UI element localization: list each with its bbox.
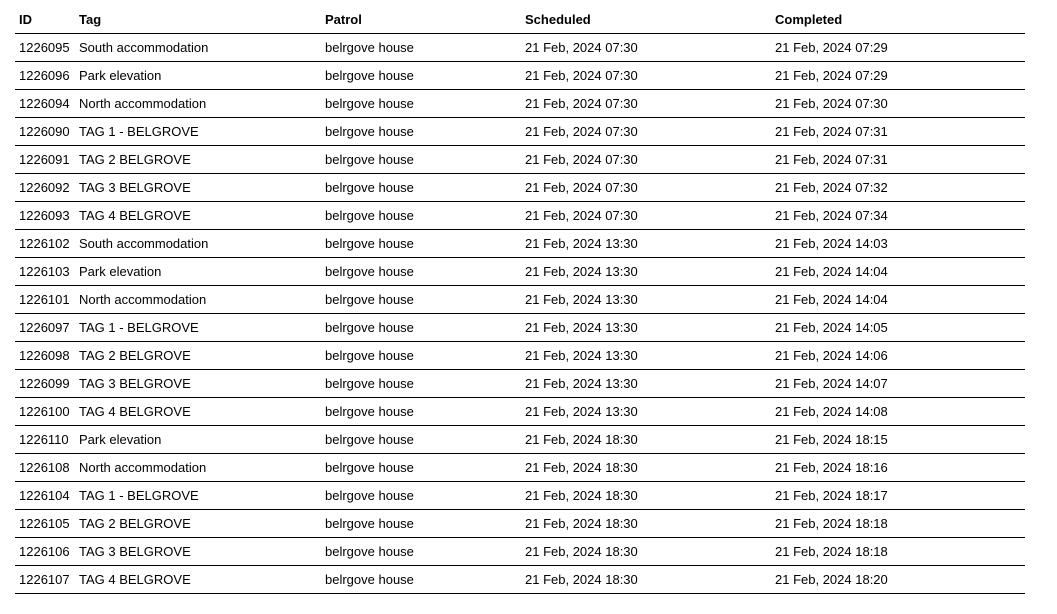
cell-scheduled: 21 Feb, 2024 07:30 <box>525 146 775 174</box>
cell-scheduled: 21 Feb, 2024 07:30 <box>525 118 775 146</box>
cell-id: 1226099 <box>15 370 75 398</box>
cell-tag: South accommodation <box>75 34 325 62</box>
cell-scheduled: 21 Feb, 2024 07:30 <box>525 202 775 230</box>
cell-patrol: belrgove house <box>325 90 525 118</box>
cell-scheduled: 21 Feb, 2024 07:30 <box>525 62 775 90</box>
cell-tag: Park elevation <box>75 258 325 286</box>
cell-tag: TAG 4 BELGROVE <box>75 398 325 426</box>
cell-patrol: belrgove house <box>325 34 525 62</box>
cell-tag: North accommodation <box>75 454 325 482</box>
cell-tag: TAG 1 - BELGROVE <box>75 118 325 146</box>
cell-id: 1226097 <box>15 314 75 342</box>
cell-id: 1226091 <box>15 146 75 174</box>
cell-id: 1226108 <box>15 454 75 482</box>
table-row <box>15 482 1025 510</box>
cell-completed: 21 Feb, 2024 07:32 <box>775 174 1025 202</box>
cell-patrol: belrgove house <box>325 538 525 566</box>
cell-tag: TAG 4 BELGROVE <box>75 566 325 594</box>
table-row <box>15 314 1025 342</box>
cell-patrol: belrgove house <box>325 174 525 202</box>
table-row <box>15 566 1025 594</box>
cell-id: 1226092 <box>15 174 75 202</box>
cell-completed: 21 Feb, 2024 18:18 <box>775 538 1025 566</box>
cell-patrol: belrgove house <box>325 118 525 146</box>
cell-completed: 21 Feb, 2024 14:03 <box>775 230 1025 258</box>
cell-id: 1226104 <box>15 482 75 510</box>
cell-patrol: belrgove house <box>325 146 525 174</box>
cell-id: 1226110 <box>15 426 75 454</box>
table-row <box>15 62 1025 90</box>
table-row <box>15 90 1025 118</box>
cell-patrol: belrgove house <box>325 342 525 370</box>
cell-id: 1226094 <box>15 90 75 118</box>
cell-patrol: belrgove house <box>325 510 525 538</box>
cell-tag: TAG 3 BELGROVE <box>75 370 325 398</box>
cell-completed: 21 Feb, 2024 07:31 <box>775 118 1025 146</box>
cell-scheduled: 21 Feb, 2024 18:30 <box>525 426 775 454</box>
cell-scheduled: 21 Feb, 2024 18:30 <box>525 538 775 566</box>
cell-id: 1226090 <box>15 118 75 146</box>
cell-scheduled: 21 Feb, 2024 18:30 <box>525 454 775 482</box>
table-row <box>15 34 1025 62</box>
cell-tag: TAG 2 BELGROVE <box>75 510 325 538</box>
cell-patrol: belrgove house <box>325 202 525 230</box>
cell-id: 1226106 <box>15 538 75 566</box>
cell-completed: 21 Feb, 2024 14:04 <box>775 286 1025 314</box>
cell-scheduled: 21 Feb, 2024 13:30 <box>525 286 775 314</box>
cell-id: 1226098 <box>15 342 75 370</box>
cell-patrol: belrgove house <box>325 62 525 90</box>
cell-tag: TAG 4 BELGROVE <box>75 202 325 230</box>
cell-id: 1226105 <box>15 510 75 538</box>
table-row <box>15 118 1025 146</box>
cell-tag: North accommodation <box>75 90 325 118</box>
cell-id: 1226101 <box>15 286 75 314</box>
table-row <box>15 510 1025 538</box>
cell-completed: 21 Feb, 2024 07:29 <box>775 62 1025 90</box>
cell-id: 1226102 <box>15 230 75 258</box>
cell-tag: TAG 3 BELGROVE <box>75 538 325 566</box>
cell-id: 1226100 <box>15 398 75 426</box>
cell-scheduled: 21 Feb, 2024 13:30 <box>525 314 775 342</box>
cell-id: 1226096 <box>15 62 75 90</box>
table-row <box>15 426 1025 454</box>
cell-patrol: belrgove house <box>325 454 525 482</box>
cell-scheduled: 21 Feb, 2024 13:30 <box>525 258 775 286</box>
cell-scheduled: 21 Feb, 2024 18:30 <box>525 566 775 594</box>
cell-tag: Park elevation <box>75 62 325 90</box>
table-header <box>15 5 1025 34</box>
cell-scheduled: 21 Feb, 2024 13:30 <box>525 230 775 258</box>
cell-patrol: belrgove house <box>325 230 525 258</box>
cell-tag: TAG 2 BELGROVE <box>75 146 325 174</box>
cell-tag: South accommodation <box>75 230 325 258</box>
table-row <box>15 202 1025 230</box>
cell-id: 1226107 <box>15 566 75 594</box>
cell-patrol: belrgove house <box>325 258 525 286</box>
table-row <box>15 286 1025 314</box>
cell-scheduled: 21 Feb, 2024 13:30 <box>525 398 775 426</box>
cell-completed: 21 Feb, 2024 07:29 <box>775 34 1025 62</box>
column-header-patrol: Patrol <box>325 5 525 34</box>
cell-id: 1226095 <box>15 34 75 62</box>
cell-completed: 21 Feb, 2024 07:34 <box>775 202 1025 230</box>
table-row <box>15 370 1025 398</box>
cell-tag: Park elevation <box>75 426 325 454</box>
cell-tag: TAG 3 BELGROVE <box>75 174 325 202</box>
table-row <box>15 146 1025 174</box>
table-row <box>15 230 1025 258</box>
column-header-tag: Tag <box>75 5 325 34</box>
cell-completed: 21 Feb, 2024 18:15 <box>775 426 1025 454</box>
cell-patrol: belrgove house <box>325 314 525 342</box>
table-row <box>15 174 1025 202</box>
cell-completed: 21 Feb, 2024 14:08 <box>775 398 1025 426</box>
table-row <box>15 258 1025 286</box>
cell-scheduled: 21 Feb, 2024 07:30 <box>525 174 775 202</box>
cell-tag: North accommodation <box>75 286 325 314</box>
cell-scheduled: 21 Feb, 2024 07:30 <box>525 90 775 118</box>
cell-completed: 21 Feb, 2024 14:05 <box>775 314 1025 342</box>
cell-scheduled: 21 Feb, 2024 18:30 <box>525 510 775 538</box>
cell-completed: 21 Feb, 2024 07:30 <box>775 90 1025 118</box>
cell-tag: TAG 1 - BELGROVE <box>75 482 325 510</box>
cell-scheduled: 21 Feb, 2024 18:30 <box>525 482 775 510</box>
cell-completed: 21 Feb, 2024 07:31 <box>775 146 1025 174</box>
cell-patrol: belrgove house <box>325 426 525 454</box>
cell-scheduled: 21 Feb, 2024 13:30 <box>525 370 775 398</box>
cell-scheduled: 21 Feb, 2024 07:30 <box>525 34 775 62</box>
cell-scheduled: 21 Feb, 2024 13:30 <box>525 342 775 370</box>
table-row <box>15 454 1025 482</box>
cell-patrol: belrgove house <box>325 566 525 594</box>
cell-id: 1226093 <box>15 202 75 230</box>
cell-completed: 21 Feb, 2024 14:06 <box>775 342 1025 370</box>
column-header-scheduled: Scheduled <box>525 5 775 34</box>
cell-patrol: belrgove house <box>325 370 525 398</box>
cell-completed: 21 Feb, 2024 18:18 <box>775 510 1025 538</box>
cell-completed: 21 Feb, 2024 18:20 <box>775 566 1025 594</box>
cell-completed: 21 Feb, 2024 18:16 <box>775 454 1025 482</box>
cell-patrol: belrgove house <box>325 286 525 314</box>
cell-tag: TAG 2 BELGROVE <box>75 342 325 370</box>
cell-tag: TAG 1 - BELGROVE <box>75 314 325 342</box>
cell-id: 1226103 <box>15 258 75 286</box>
header-row <box>15 5 1025 34</box>
patrol-table <box>15 5 1025 594</box>
column-header-completed: Completed <box>775 5 1025 34</box>
cell-patrol: belrgove house <box>325 482 525 510</box>
table-row <box>15 538 1025 566</box>
table-body <box>15 34 1025 594</box>
column-header-id: ID <box>15 5 75 34</box>
cell-completed: 21 Feb, 2024 18:17 <box>775 482 1025 510</box>
table-row <box>15 398 1025 426</box>
cell-completed: 21 Feb, 2024 14:07 <box>775 370 1025 398</box>
table-row <box>15 342 1025 370</box>
cell-patrol: belrgove house <box>325 398 525 426</box>
cell-completed: 21 Feb, 2024 14:04 <box>775 258 1025 286</box>
